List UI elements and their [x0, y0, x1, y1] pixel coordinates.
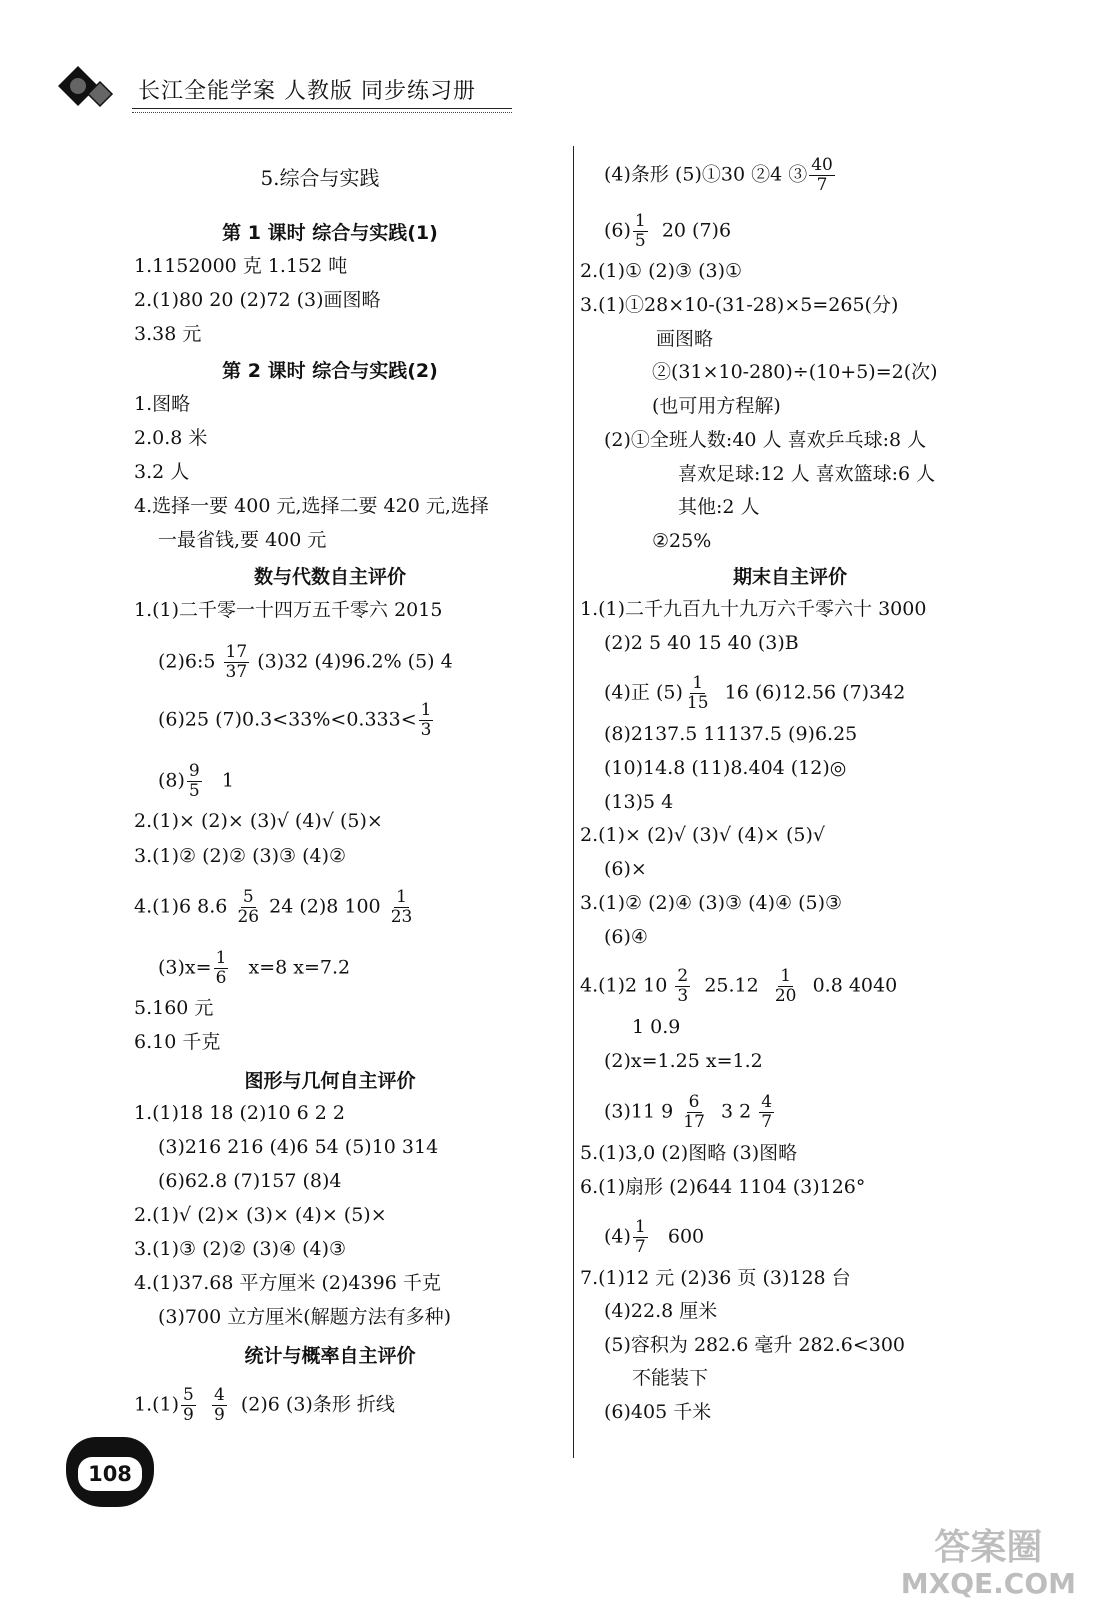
- answer-line: 3.(1)③ (2)② (3)④ (4)③: [134, 1238, 347, 1260]
- answer-line: 2.(1)× (2)× (3)√ (4)√ (5)×: [134, 810, 383, 832]
- header-rule: [132, 108, 512, 109]
- answer-line: (5)容积为 282.6 毫升 282.6<300: [604, 1334, 906, 1356]
- fraction: $\frac{1}{3}$: [420, 700, 432, 740]
- fraction: $\frac{1}{5}$: [634, 211, 646, 251]
- answer-line: 2.(1)80 20 (2)72 (3)画图略: [134, 289, 381, 311]
- column-divider: [573, 146, 574, 1458]
- answer-line: 6.10 千克: [134, 1031, 221, 1053]
- book-logo: [56, 64, 120, 110]
- answer-line: (4)22.8 厘米: [604, 1300, 718, 1322]
- answer-line: (13)5 4: [604, 791, 674, 813]
- answer-line: (3)216 216 (4)6 54 (5)10 314: [158, 1136, 439, 1158]
- final-exam-title: 期末自主评价: [732, 566, 847, 588]
- watermark-url: MXQE.COM: [900, 1567, 1076, 1600]
- fraction: $\frac{1}{20}$: [774, 966, 797, 1006]
- answer-line: (4)条形 (5)①30 ②4 ③ $\frac{40}{7}$: [604, 155, 833, 195]
- fraction: $\frac{5}{26}$: [237, 887, 260, 927]
- answer-line: 3.(1)② (2)② (3)③ (4)②: [134, 845, 347, 867]
- statistics-title: 统计与概率自主评价: [244, 1345, 416, 1367]
- answer-line: 1.图略: [134, 393, 191, 415]
- fraction: $\frac{5}{9}$: [183, 1385, 194, 1425]
- fraction: $\frac{1}{23}$: [390, 887, 413, 927]
- answer-line: 2.0.8 米: [134, 427, 208, 449]
- answer-line: 1.(1) $\frac{5}{9}$ $\frac{4}{9}$ (2)6 (3)条形 折线: [134, 1385, 395, 1425]
- answer-line: 1.(1)18 18 (2)10 6 2 2: [134, 1102, 345, 1124]
- answer-line: (3)x= $\frac{1}{6}$ x=8 x=7.2: [158, 948, 351, 988]
- header-dotted-rule: [132, 112, 512, 113]
- answer-line: ②(31×10-280)÷(10+5)=2(次): [652, 361, 938, 383]
- answer-line: 2.(1)① (2)③ (3)①: [580, 260, 743, 282]
- numbers-algebra-title: 数与代数自主评价: [253, 566, 406, 588]
- answer-line: 喜欢足球:12 人 喜欢篮球:6 人: [678, 463, 936, 485]
- answer-line: (6)×: [604, 858, 647, 880]
- fraction: $\frac{40}{7}$: [811, 155, 833, 195]
- answer-line: 4.(1)37.68 平方厘米 (2)4396 千克: [134, 1272, 441, 1294]
- answer-line: 2.(1)√ (2)× (3)× (4)× (5)×: [134, 1204, 387, 1226]
- fraction: $\frac{17}{37}$: [225, 642, 248, 682]
- answer-line: 5.(1)3,0 (2)图略 (3)图略: [580, 1142, 798, 1164]
- answer-line: (8)2137.5 11137.5 (9)6.25: [604, 723, 858, 745]
- answer-line: 一最省钱,要 400 元: [158, 529, 327, 551]
- answer-line: 不能装下: [632, 1367, 709, 1389]
- fraction: $\frac{4}{7}$: [761, 1092, 773, 1132]
- answer-line: 3.(1)①28×10-(31-28)×5=265(分): [580, 294, 899, 316]
- answer-line: (6)62.8 (7)157 (8)4: [158, 1170, 342, 1192]
- answer-line: (8) $\frac{9}{5}$ 1: [158, 761, 234, 801]
- answer-line: 4.选择一要 400 元,选择二要 420 元,选择: [134, 495, 489, 517]
- fraction: $\frac{1}{7}$: [634, 1217, 646, 1257]
- page-number-badge: [66, 1437, 154, 1507]
- answer-line: 4.(1)2 10 $\frac{2}{3}$ 25.12 $\frac{1}{20}$ 0.8 4040: [580, 966, 898, 1006]
- answer-line: 5.160 元: [134, 997, 214, 1019]
- lesson2-title: 第 2 课时 综合与实践(2): [222, 360, 438, 382]
- answer-line: (6) $\frac{1}{5}$ 20 (7)6: [604, 211, 732, 251]
- answer-line: (3)11 9 $\frac{6}{17}$ 3 2 $\frac{4}{7}$: [604, 1092, 773, 1132]
- answer-line: 其他:2 人: [678, 496, 760, 518]
- answer-line: (4) $\frac{1}{7}$ 600: [604, 1217, 705, 1257]
- answer-line: (2)6:5 $\frac{17}{37}$ (3)32 (4)96.2% (5) 4: [158, 642, 453, 682]
- answer-line: 1.1152000 克 1.152 吨: [134, 255, 348, 277]
- answer-line: (2)x=1.25 x=1.2: [604, 1050, 763, 1072]
- answer-line: 3.(1)② (2)④ (3)③ (4)④ (5)③: [580, 892, 843, 914]
- answer-line: 7.(1)12 元 (2)36 页 (3)128 台: [580, 1267, 851, 1289]
- answer-line: (2)①全班人数:40 人 喜欢乒乓球:8 人: [604, 429, 927, 451]
- answer-line: (2)2 5 40 15 40 (3)B: [604, 632, 799, 654]
- fraction: $\frac{1}{15}$: [686, 673, 709, 713]
- answer-line: 3.2 人: [134, 461, 190, 483]
- answer-line: (6)④: [604, 926, 648, 948]
- fraction: $\frac{4}{9}$: [213, 1385, 225, 1425]
- answer-line: 6.(1)扇形 (2)644 1104 (3)126°: [580, 1176, 866, 1198]
- answer-line: (3)700 立方厘米(解题方法有多种): [158, 1306, 452, 1328]
- answer-line: (6)405 千米: [604, 1401, 712, 1423]
- answer-line: 3.38 元: [134, 323, 202, 345]
- book-title: 长江全能学案 人教版 同步练习册: [138, 79, 476, 104]
- watermark: [900, 1527, 1076, 1602]
- fraction: $\frac{6}{17}$: [683, 1092, 705, 1132]
- fraction: $\frac{1}{6}$: [215, 948, 227, 988]
- answer-line: 2.(1)× (2)√ (3)√ (4)× (5)√: [580, 824, 826, 846]
- answer-line: 画图略: [656, 328, 714, 350]
- answer-line: 1 0.9: [632, 1016, 681, 1038]
- answer-line: (4)正 (5) $\frac{1}{15}$ 16 (6)12.56 (7)342: [604, 673, 906, 713]
- section-title: 5.综合与实践: [260, 166, 380, 190]
- watermark-text: 答案圈: [934, 1527, 1043, 1568]
- fraction: $\frac{2}{3}$: [677, 966, 689, 1006]
- answer-line: (也可用方程解): [652, 395, 781, 417]
- lesson1-title: 第 1 课时 综合与实践(1): [222, 222, 438, 244]
- fraction: $\frac{9}{5}$: [188, 761, 200, 801]
- answer-line: (10)14.8 (11)8.404 (12)◎: [604, 757, 847, 779]
- answer-line: 1.(1)二千九百九十九万六千零六十 3000: [580, 598, 927, 620]
- geometry-title: 图形与几何自主评价: [244, 1070, 416, 1092]
- answer-line: ②25%: [652, 530, 712, 552]
- answer-line: 1.(1)二千零一十四万五千零六 2015: [134, 599, 443, 621]
- answer-line: 4.(1)6 8.6 $\frac{5}{26}$ 24 (2)8 100 $\frac{1}{23}$: [134, 887, 413, 927]
- page-number: 108: [78, 1457, 142, 1491]
- answer-line: (6)25 (7)0.3<33%<0.333< $\frac{1}{3}$: [158, 700, 432, 740]
